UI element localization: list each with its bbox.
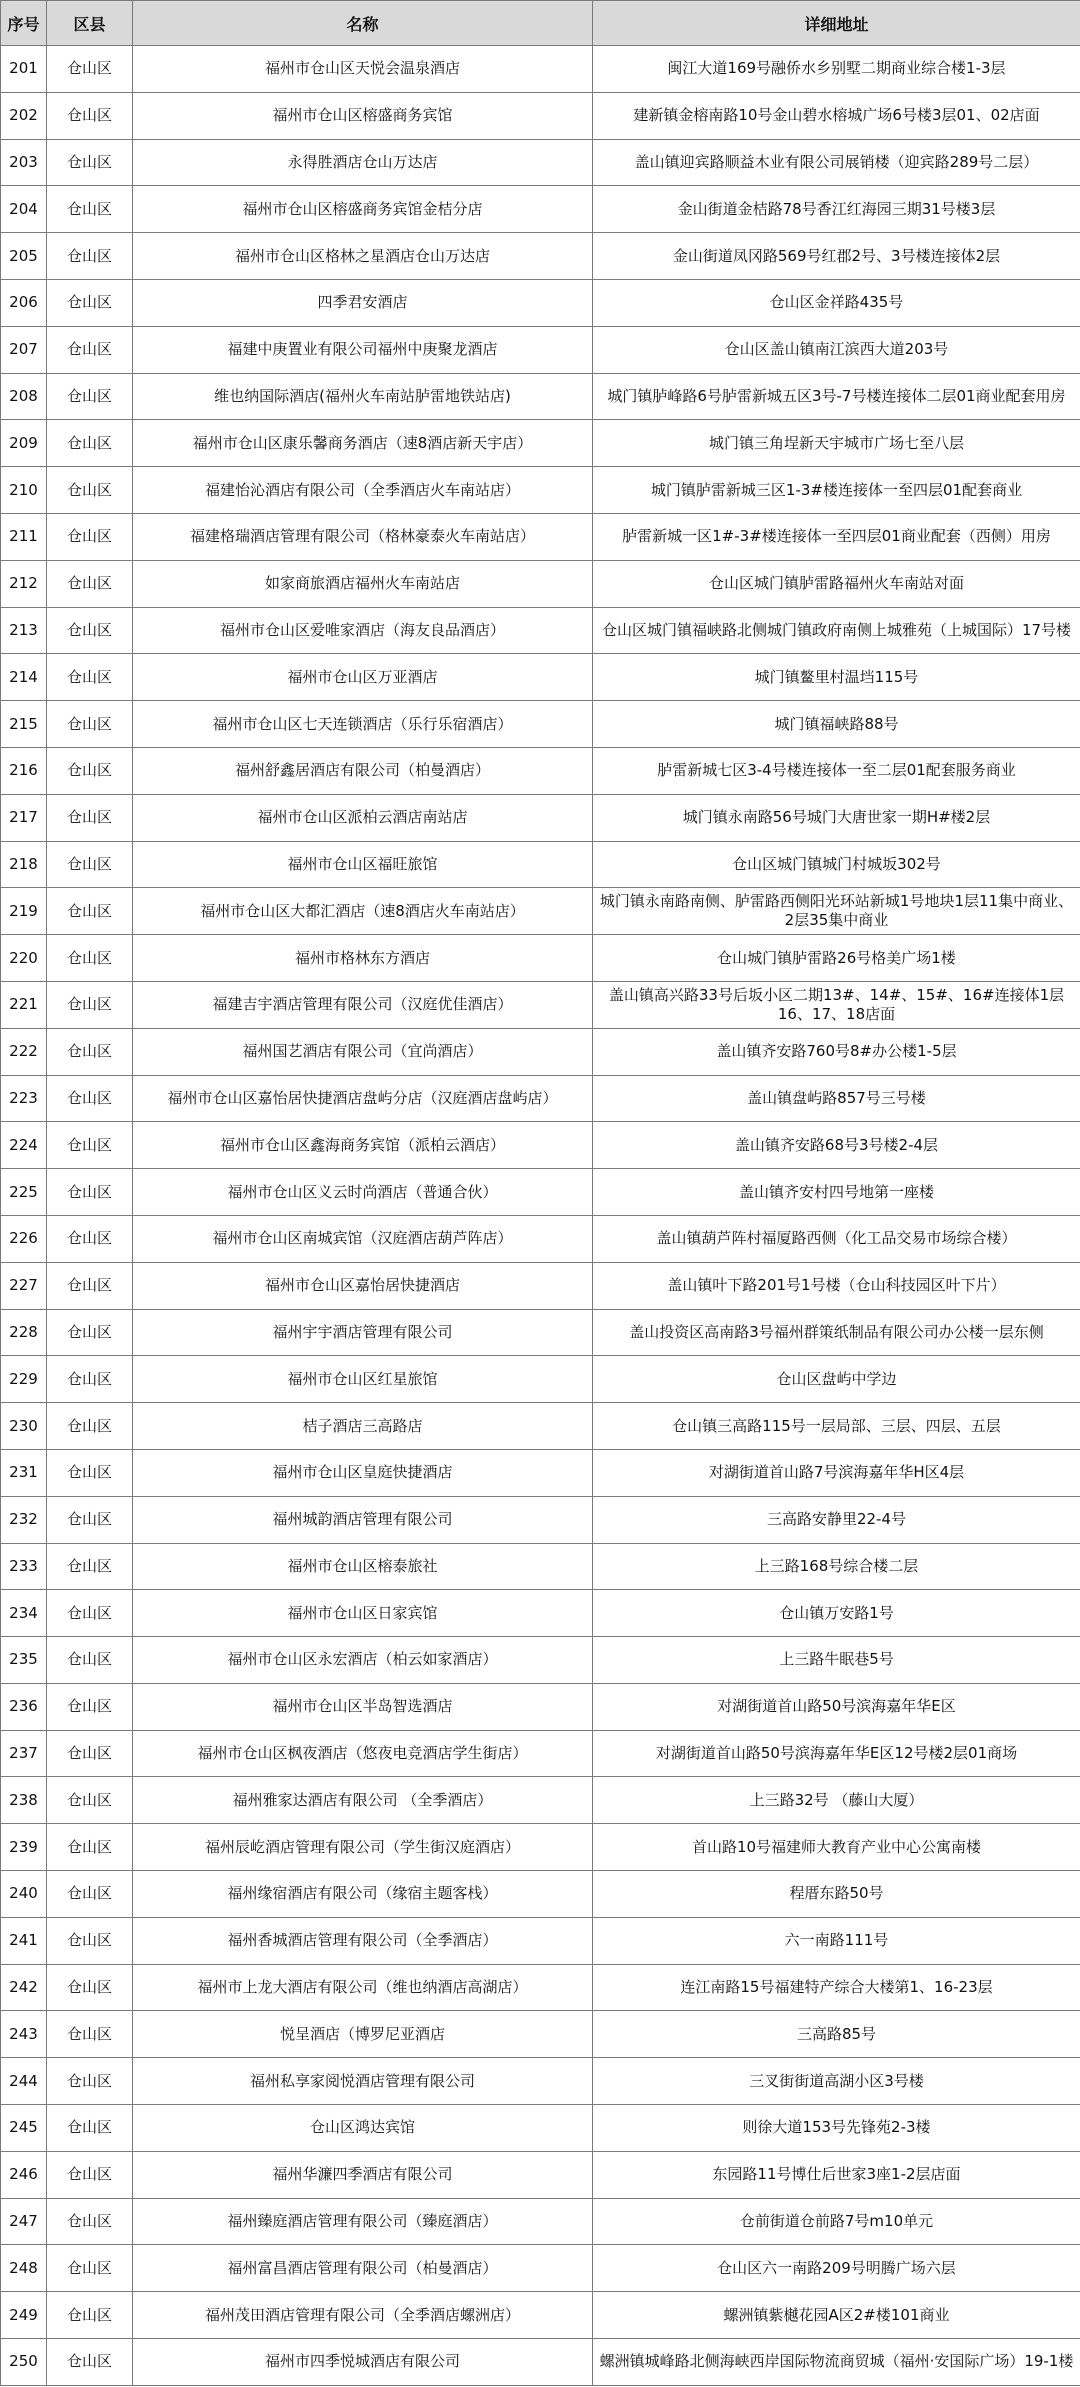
row-address: 仓山区金祥路435号 (593, 279, 1080, 326)
row-address: 城门镇三角埕新天宇城市广场七至八层 (593, 420, 1080, 467)
row-district: 仓山区 (47, 1122, 133, 1169)
row-hotel-name: 福州私享家阅悦酒店管理有限公司 (133, 2058, 593, 2105)
table-row (1, 2339, 1080, 2386)
row-district: 仓山区 (47, 1730, 133, 1777)
row-address: 城门镇胪峰路6号胪雷新城五区3号-7号楼连接体二层01商业配套用房 (593, 373, 1080, 420)
row-index: 213 (1, 607, 47, 654)
row-district: 仓山区 (47, 46, 133, 93)
row-hotel-name: 福州市上龙大酒店有限公司（维也纳酒店高湖店） (133, 1964, 593, 2011)
row-hotel-name: 福州宇宇酒店管理有限公司 (133, 1309, 593, 1356)
table-row (1, 1824, 1080, 1871)
row-index: 232 (1, 1496, 47, 1543)
table-row (1, 2011, 1080, 2058)
row-hotel-name: 福州城韵酒店管理有限公司 (133, 1496, 593, 1543)
row-district: 仓山区 (47, 139, 133, 186)
row-address: 胪雷新城七区3-4号楼连接体一至二层01配套服务商业 (593, 747, 1080, 794)
row-district: 仓山区 (47, 1496, 133, 1543)
row-address: 程厝东路50号 (593, 1871, 1080, 1918)
table-row (1, 1169, 1080, 1216)
row-index: 219 (1, 888, 47, 935)
row-district: 仓山区 (47, 186, 133, 233)
row-district: 仓山区 (47, 513, 133, 560)
table-row (1, 888, 1080, 935)
row-address: 城门镇鳌里村温垱115号 (593, 654, 1080, 701)
header-row (1, 1, 1080, 46)
row-hotel-name: 福州市仓山区大都汇酒店（速8酒店火车南站店） (133, 888, 593, 935)
table-row (1, 1356, 1080, 1403)
row-index: 220 (1, 935, 47, 982)
row-district: 仓山区 (47, 1028, 133, 1075)
table-row (1, 513, 1080, 560)
row-address: 仓山区盘屿中学边 (593, 1356, 1080, 1403)
table-row (1, 1403, 1080, 1450)
row-district: 仓山区 (47, 92, 133, 139)
row-district: 仓山区 (47, 701, 133, 748)
header-address: 详细地址 (593, 1, 1080, 46)
row-district: 仓山区 (47, 2245, 133, 2292)
row-hotel-name: 维也纳国际酒店(福州火车南站胪雷地铁站店) (133, 373, 593, 420)
row-address: 仓山镇三高路115号一层局部、三层、四层、五层 (593, 1403, 1080, 1450)
row-address: 城门镇福峡路88号 (593, 701, 1080, 748)
row-hotel-name: 福州市仓山区南城宾馆（汉庭酒店葫芦阵店） (133, 1215, 593, 1262)
row-address: 六一南路111号 (593, 1917, 1080, 1964)
row-district: 仓山区 (47, 1309, 133, 1356)
row-hotel-name: 福州市仓山区半岛智选酒店 (133, 1683, 593, 1730)
table-row (1, 935, 1080, 982)
row-address: 仓山镇万安路1号 (593, 1590, 1080, 1637)
row-index: 227 (1, 1262, 47, 1309)
table-row (1, 139, 1080, 186)
row-index: 238 (1, 1777, 47, 1824)
row-address: 三高路安静里22-4号 (593, 1496, 1080, 1543)
row-address: 上三路牛眠巷5号 (593, 1637, 1080, 1684)
header-index: 序号 (1, 1, 47, 46)
row-hotel-name: 福州臻庭酒店管理有限公司（臻庭酒店） (133, 2198, 593, 2245)
row-index: 214 (1, 654, 47, 701)
table-row (1, 186, 1080, 233)
table-row (1, 1730, 1080, 1777)
row-district: 仓山区 (47, 1262, 133, 1309)
row-district: 仓山区 (47, 1075, 133, 1122)
row-address: 城门镇永南路56号城门大唐世家一期H#楼2层 (593, 794, 1080, 841)
row-hotel-name: 福州富昌酒店管理有限公司（柏曼酒店） (133, 2245, 593, 2292)
row-district: 仓山区 (47, 2058, 133, 2105)
row-district: 仓山区 (47, 420, 133, 467)
row-index: 208 (1, 373, 47, 420)
table-row (1, 1215, 1080, 1262)
table-row (1, 2292, 1080, 2339)
row-hotel-name: 福州舒鑫居酒店有限公司（柏曼酒店） (133, 747, 593, 794)
row-district: 仓山区 (47, 2339, 133, 2386)
table-row (1, 701, 1080, 748)
table-row (1, 1964, 1080, 2011)
row-index: 229 (1, 1356, 47, 1403)
row-hotel-name: 福州香城酒店管理有限公司（全季酒店） (133, 1917, 593, 1964)
row-district: 仓山区 (47, 1683, 133, 1730)
row-address: 仓山区城门镇城门村城坂302号 (593, 841, 1080, 888)
row-address: 建新镇金榕南路10号金山碧水榕城广场6号楼3层01、02店面 (593, 92, 1080, 139)
table-row (1, 981, 1080, 1028)
row-index: 203 (1, 139, 47, 186)
row-district: 仓山区 (47, 794, 133, 841)
row-hotel-name: 福州市仓山区嘉怡居快捷酒店 (133, 1262, 593, 1309)
row-district: 仓山区 (47, 2011, 133, 2058)
table-row (1, 607, 1080, 654)
table-row (1, 46, 1080, 93)
row-index: 240 (1, 1871, 47, 1918)
row-index: 241 (1, 1917, 47, 1964)
row-index: 234 (1, 1590, 47, 1637)
row-address: 盖山镇高兴路33号后坂小区二期13#、14#、15#、16#连接体1层16、17、18店面 (593, 981, 1080, 1028)
row-district: 仓山区 (47, 981, 133, 1028)
row-district: 仓山区 (47, 467, 133, 514)
row-index: 245 (1, 2105, 47, 2152)
row-district: 仓山区 (47, 1964, 133, 2011)
row-address: 连江南路15号福建特产综合大楼第1、16-23层 (593, 1964, 1080, 2011)
row-hotel-name: 福州市仓山区天悦会温泉酒店 (133, 46, 593, 93)
table-row (1, 326, 1080, 373)
row-index: 202 (1, 92, 47, 139)
row-address: 盖山镇迎宾路顺益木业有限公司展销楼（迎宾路289号二层） (593, 139, 1080, 186)
table-row (1, 1496, 1080, 1543)
row-district: 仓山区 (47, 841, 133, 888)
row-index: 210 (1, 467, 47, 514)
row-address: 三高路85号 (593, 2011, 1080, 2058)
row-district: 仓山区 (47, 326, 133, 373)
row-address: 盖山镇齐安路68号3号楼2-4层 (593, 1122, 1080, 1169)
row-index: 216 (1, 747, 47, 794)
row-district: 仓山区 (47, 373, 133, 420)
row-address: 盖山镇叶下路201号1号楼（仓山科技园区叶下片） (593, 1262, 1080, 1309)
table-row (1, 420, 1080, 467)
row-district: 仓山区 (47, 2105, 133, 2152)
row-index: 207 (1, 326, 47, 373)
table-row (1, 841, 1080, 888)
row-hotel-name: 福州市仓山区义云时尚酒店（普通合伙） (133, 1169, 593, 1216)
row-address: 对湖街道首山路50号滨海嘉年华E区12号楼2层01商场 (593, 1730, 1080, 1777)
row-hotel-name: 福州雅家达酒店有限公司 （全季酒店） (133, 1777, 593, 1824)
row-district: 仓山区 (47, 935, 133, 982)
row-hotel-name: 福州华濂四季酒店有限公司 (133, 2151, 593, 2198)
row-address: 金山街道金桔路78号香江红海园三期31号楼3层 (593, 186, 1080, 233)
row-district: 仓山区 (47, 1871, 133, 1918)
row-district: 仓山区 (47, 2198, 133, 2245)
row-hotel-name: 福州市仓山区爱唯家酒店（海友良品酒店） (133, 607, 593, 654)
row-address: 仓山区六一南路209号明腾广场六层 (593, 2245, 1080, 2292)
row-address: 城门镇永南路南侧、胪雷路西侧阳光环站新城1号地块1层11集中商业、2层35集中商业 (593, 888, 1080, 935)
row-address: 金山街道凤冈路569号红郡2号、3号楼连接体2层 (593, 233, 1080, 280)
table-row (1, 2151, 1080, 2198)
row-district: 仓山区 (47, 888, 133, 935)
row-index: 246 (1, 2151, 47, 2198)
row-index: 233 (1, 1543, 47, 1590)
row-district: 仓山区 (47, 1356, 133, 1403)
table-row (1, 560, 1080, 607)
header-name: 名称 (133, 1, 593, 46)
row-index: 243 (1, 2011, 47, 2058)
row-district: 仓山区 (47, 1449, 133, 1496)
row-district: 仓山区 (47, 607, 133, 654)
table-row (1, 1871, 1080, 1918)
table-row (1, 92, 1080, 139)
row-index: 224 (1, 1122, 47, 1169)
row-hotel-name: 福建怡沁酒店有限公司（全季酒店火车南站店） (133, 467, 593, 514)
row-index: 201 (1, 46, 47, 93)
row-district: 仓山区 (47, 560, 133, 607)
table-row (1, 1777, 1080, 1824)
row-address: 三叉街街道高湖小区3号楼 (593, 2058, 1080, 2105)
row-district: 仓山区 (47, 1637, 133, 1684)
row-hotel-name: 福州市格林东方酒店 (133, 935, 593, 982)
row-index: 205 (1, 233, 47, 280)
row-district: 仓山区 (47, 2292, 133, 2339)
row-index: 236 (1, 1683, 47, 1730)
table-row (1, 1028, 1080, 1075)
row-hotel-name: 福建中庚置业有限公司福州中庚聚龙酒店 (133, 326, 593, 373)
row-hotel-name: 福州市仓山区格林之星酒店仓山万达店 (133, 233, 593, 280)
table-row (1, 467, 1080, 514)
row-address: 仓山区城门镇胪雷路福州火车南站对面 (593, 560, 1080, 607)
row-hotel-name: 福州市仓山区嘉怡居快捷酒店盘屿分店（汉庭酒店盘屿店） (133, 1075, 593, 1122)
row-index: 228 (1, 1309, 47, 1356)
row-address: 城门镇胪雷新城三区1-3#楼连接体一至四层01配套商业 (593, 467, 1080, 514)
row-address: 上三路168号综合楼二层 (593, 1543, 1080, 1590)
row-district: 仓山区 (47, 2151, 133, 2198)
table-row (1, 1637, 1080, 1684)
row-hotel-name: 悦呈酒店（博罗尼亚酒店 (133, 2011, 593, 2058)
row-hotel-name: 福州市仓山区榕盛商务宾馆金桔分店 (133, 186, 593, 233)
table-row (1, 1917, 1080, 1964)
row-index: 231 (1, 1449, 47, 1496)
table-row (1, 373, 1080, 420)
row-hotel-name: 福州市仓山区皇庭快捷酒店 (133, 1449, 593, 1496)
row-address: 螺洲镇城峰路北侧海峡西岸国际物流商贸城（福州·安国际广场）19-1楼 (593, 2339, 1080, 2386)
row-district: 仓山区 (47, 1590, 133, 1637)
row-address: 首山路10号福建师大教育产业中心公寓南楼 (593, 1824, 1080, 1871)
row-address: 胪雷新城一区1#-3#楼连接体一至四层01商业配套（西侧）用房 (593, 513, 1080, 560)
row-index: 206 (1, 279, 47, 326)
row-index: 226 (1, 1215, 47, 1262)
row-hotel-name: 福州市仓山区榕泰旅社 (133, 1543, 593, 1590)
row-district: 仓山区 (47, 654, 133, 701)
row-district: 仓山区 (47, 1169, 133, 1216)
row-hotel-name: 仓山区鸿达宾馆 (133, 2105, 593, 2152)
row-hotel-name: 福州市四季悦城酒店有限公司 (133, 2339, 593, 2386)
row-index: 239 (1, 1824, 47, 1871)
row-hotel-name: 福州市仓山区红星旅馆 (133, 1356, 593, 1403)
row-hotel-name: 福州市仓山区福旺旅馆 (133, 841, 593, 888)
row-hotel-name: 福州市仓山区万亚酒店 (133, 654, 593, 701)
table-row (1, 654, 1080, 701)
row-index: 248 (1, 2245, 47, 2292)
row-address: 东园路11号博仕后世家3座1-2层店面 (593, 2151, 1080, 2198)
row-address: 则徐大道153号先锋苑2-3楼 (593, 2105, 1080, 2152)
row-district: 仓山区 (47, 1824, 133, 1871)
row-index: 221 (1, 981, 47, 1028)
table-row (1, 1683, 1080, 1730)
row-address: 对湖街道首山路7号滨海嘉年华H区4层 (593, 1449, 1080, 1496)
row-hotel-name: 福州市仓山区枫夜酒店（悠夜电竞酒店学生街店） (133, 1730, 593, 1777)
row-district: 仓山区 (47, 279, 133, 326)
row-address: 仓前街道仓前路7号m10单元 (593, 2198, 1080, 2245)
row-district: 仓山区 (47, 1917, 133, 1964)
row-address: 上三路32号 （藤山大厦） (593, 1777, 1080, 1824)
row-index: 249 (1, 2292, 47, 2339)
row-address: 仓山区城门镇福峡路北侧城门镇政府南侧上城雅苑（上城国际）17号楼 (593, 607, 1080, 654)
row-address: 仓山区盖山镇南江滨西大道203号 (593, 326, 1080, 373)
row-address: 闽江大道169号融侨水乡别墅二期商业综合楼1-3层 (593, 46, 1080, 93)
table-row (1, 233, 1080, 280)
row-index: 215 (1, 701, 47, 748)
row-address: 对湖街道首山路50号滨海嘉年华E区 (593, 1683, 1080, 1730)
row-district: 仓山区 (47, 233, 133, 280)
row-hotel-name: 福州市仓山区鑫海商务宾馆（派柏云酒店） (133, 1122, 593, 1169)
row-index: 250 (1, 2339, 47, 2386)
row-index: 244 (1, 2058, 47, 2105)
row-district: 仓山区 (47, 1215, 133, 1262)
row-district: 仓山区 (47, 1777, 133, 1824)
table-row (1, 1262, 1080, 1309)
table-row (1, 2245, 1080, 2292)
row-index: 217 (1, 794, 47, 841)
row-index: 212 (1, 560, 47, 607)
table-row (1, 1543, 1080, 1590)
row-district: 仓山区 (47, 747, 133, 794)
row-index: 247 (1, 2198, 47, 2245)
row-address: 仓山城门镇胪雷路26号格美广场1楼 (593, 935, 1080, 982)
table-row (1, 2058, 1080, 2105)
row-address: 盖山镇葫芦阵村福厦路西侧（化工品交易市场综合楼） (593, 1215, 1080, 1262)
header-district: 区县 (47, 1, 133, 46)
row-hotel-name: 福州市仓山区榕盛商务宾馆 (133, 92, 593, 139)
row-hotel-name: 福州国艺酒店有限公司（宜尚酒店） (133, 1028, 593, 1075)
table-row (1, 1590, 1080, 1637)
row-index: 222 (1, 1028, 47, 1075)
row-index: 235 (1, 1637, 47, 1684)
row-index: 237 (1, 1730, 47, 1777)
table-row (1, 1075, 1080, 1122)
row-address: 螺洲镇紫樾花园A区2#楼101商业 (593, 2292, 1080, 2339)
table-row (1, 1309, 1080, 1356)
row-hotel-name: 桔子酒店三高路店 (133, 1403, 593, 1450)
row-address: 盖山镇齐安路760号8#办公楼1-5层 (593, 1028, 1080, 1075)
table-row (1, 1449, 1080, 1496)
row-district: 仓山区 (47, 1543, 133, 1590)
row-hotel-name: 福州市仓山区康乐馨商务酒店（速8酒店新天宇店） (133, 420, 593, 467)
row-hotel-name: 四季君安酒店 (133, 279, 593, 326)
row-hotel-name: 福州茂田酒店管理有限公司（全季酒店螺洲店） (133, 2292, 593, 2339)
row-index: 223 (1, 1075, 47, 1122)
row-address: 盖山投资区高南路3号福州群策纸制品有限公司办公楼一层东侧 (593, 1309, 1080, 1356)
row-hotel-name: 福州市仓山区派柏云酒店南站店 (133, 794, 593, 841)
row-hotel-name: 福州缘宿酒店有限公司（缘宿主题客栈） (133, 1871, 593, 1918)
row-hotel-name: 福州市仓山区七天连锁酒店（乐行乐宿酒店） (133, 701, 593, 748)
row-hotel-name: 如家商旅酒店福州火车南站店 (133, 560, 593, 607)
row-hotel-name: 永得胜酒店仓山万达店 (133, 139, 593, 186)
table-row (1, 279, 1080, 326)
row-hotel-name: 福建格瑞酒店管理有限公司（格林豪泰火车南站店） (133, 513, 593, 560)
row-hotel-name: 福建吉宇酒店管理有限公司（汉庭优佳酒店） (133, 981, 593, 1028)
row-address: 盖山镇盘屿路857号三号楼 (593, 1075, 1080, 1122)
table-row (1, 794, 1080, 841)
row-index: 209 (1, 420, 47, 467)
row-hotel-name: 福州市仓山区日家宾馆 (133, 1590, 593, 1637)
table-row (1, 2198, 1080, 2245)
row-index: 211 (1, 513, 47, 560)
row-index: 230 (1, 1403, 47, 1450)
row-index: 225 (1, 1169, 47, 1216)
row-hotel-name: 福州辰屹酒店管理有限公司（学生街汉庭酒店） (133, 1824, 593, 1871)
row-index: 204 (1, 186, 47, 233)
row-index: 218 (1, 841, 47, 888)
table-row (1, 747, 1080, 794)
table-row (1, 2105, 1080, 2152)
row-district: 仓山区 (47, 1403, 133, 1450)
row-address: 盖山镇齐安村四号地第一座楼 (593, 1169, 1080, 1216)
table-row (1, 1122, 1080, 1169)
row-index: 242 (1, 1964, 47, 2011)
row-hotel-name: 福州市仓山区永宏酒店（柏云如家酒店） (133, 1637, 593, 1684)
